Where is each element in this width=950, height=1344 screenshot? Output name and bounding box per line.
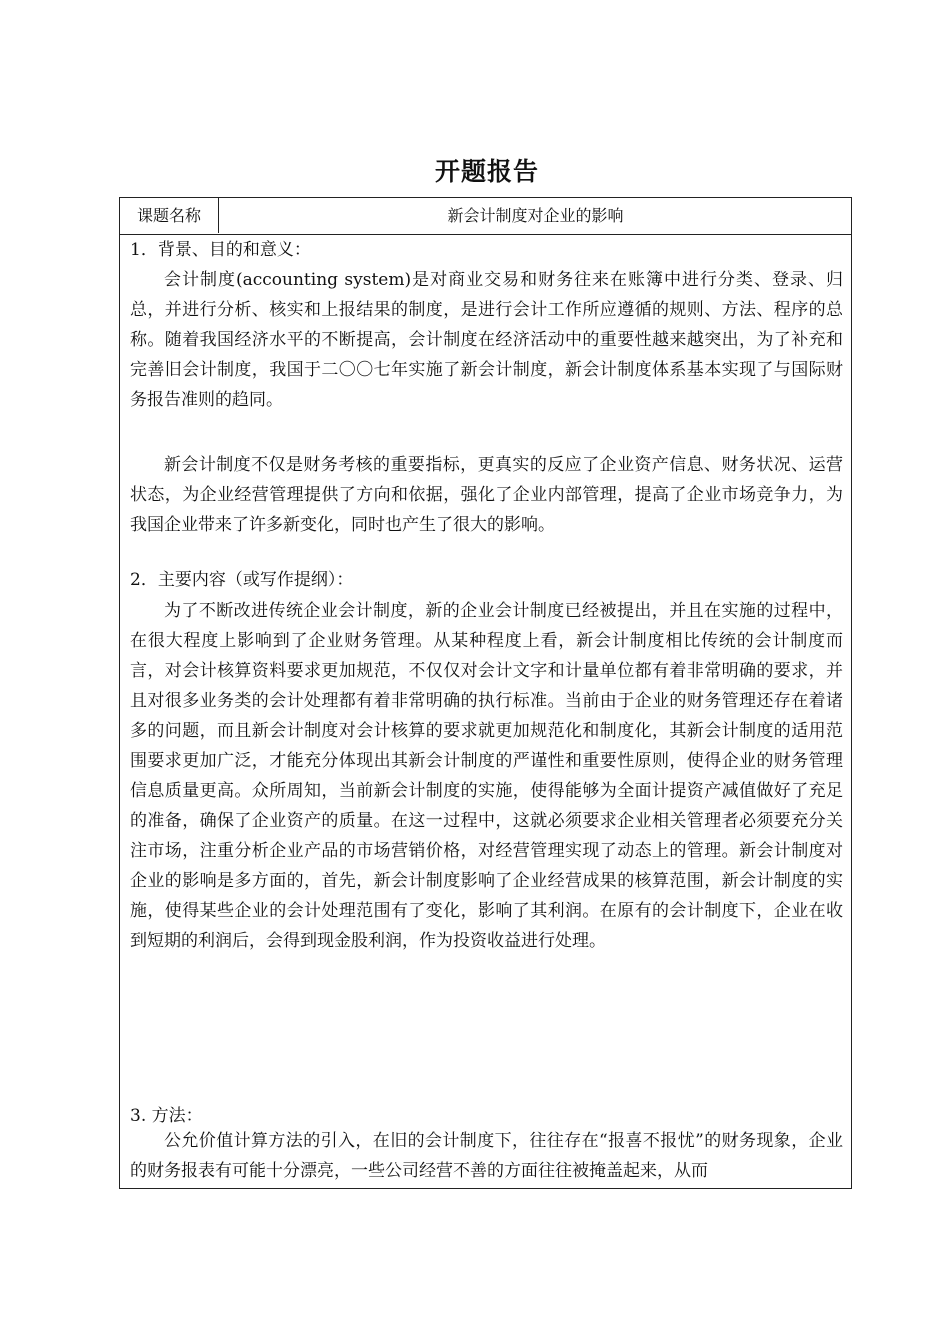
section-heading-background: 1．背景、目的和意义：	[130, 240, 311, 260]
report-table	[119, 197, 852, 1189]
paragraph-background-2: 新会计制度不仅是财务考核的重要指标，更真实的反应了企业资产信息、财务状况、运营状态，为企业经营管理提供了方向和依据，强化了企业内部管理，提高了企业市场竞争力，为我国企业带来了许多新变化，同时也产生了很大的影响。	[130, 455, 843, 535]
section-heading-method: 3. 方法：	[130, 1106, 203, 1126]
paragraph-background-1: 会计制度(accounting system)是对商业交易和财务往来在账簿中进行分类、登录、归总，并进行分析、核实和上报结果的制度，是进行会计工作所应遵循的规则、方法、程序的总称。随着我国经济水平的不断提高，会计制度在经济活动中的重要性越来越突出，为了补充和完善旧会计制度，我国于二〇〇七年实施了新会计制度，新会计制度体系基本实现了与国际财务报告准则的趋同。	[130, 270, 843, 410]
paragraph-method-1: 公允价值计算方法的引入，在旧的会计制度下，往往存在“报喜不报忧”的财务现象，企业的财务报表有可能十分漂亮，一些公司经营不善的方面往往被掩盖起来，从而	[130, 1131, 843, 1181]
topic-label: 课题名称	[120, 198, 219, 233]
page-title: 开题报告	[434, 157, 539, 186]
topic-row	[120, 198, 851, 235]
section-heading-content: 2．主要内容（或写作提纲）：	[130, 570, 354, 590]
topic-value: 新会计制度对企业的影响	[447, 206, 624, 225]
paragraph-content-1: 为了不断改进传统企业会计制度，新的企业会计制度已经被提出，并且在实施的过程中，在很大程度上影响到了企业财务管理。从某种程度上看，新会计制度相比传统的会计制度而言，对会计核算资料要求更加规范，不仅仅对会计文字和计量单位都有着非常明确的要求，并且对很多业务类的会计处理都有着非常明确的执行标准。当前由于企业的财务管理还存在着诸多的问题，而且新会计制度对会计核算的要求就更加规范化和制度化，其新会计制度的适用范围要求更加广泛，才能充分体现出其新会计制度的严谨性和重要性原则，使得企业的财务管理信息质量更高。众所周知，当前新会计制度的实施，使得能够为全面计提资产减值做好了充足的准备，确保了企业资产的质量。在这一过程中，这就必须要求企业相关管理者必须要充分关注市场，注重分析企业产品的市场营销价格，对经营管理实现了动态上的管理。新会计制度对企业的影响是多方面的，首先，新会计制度影响了企业经营成果的核算范围，新会计制度的实施，使得某些企业的会计处理范围有了变化，影响了其利润。在原有的会计制度下，企业在收到短期的利润后，会得到现金股利润，作为投资收益进行处理。	[130, 601, 843, 951]
